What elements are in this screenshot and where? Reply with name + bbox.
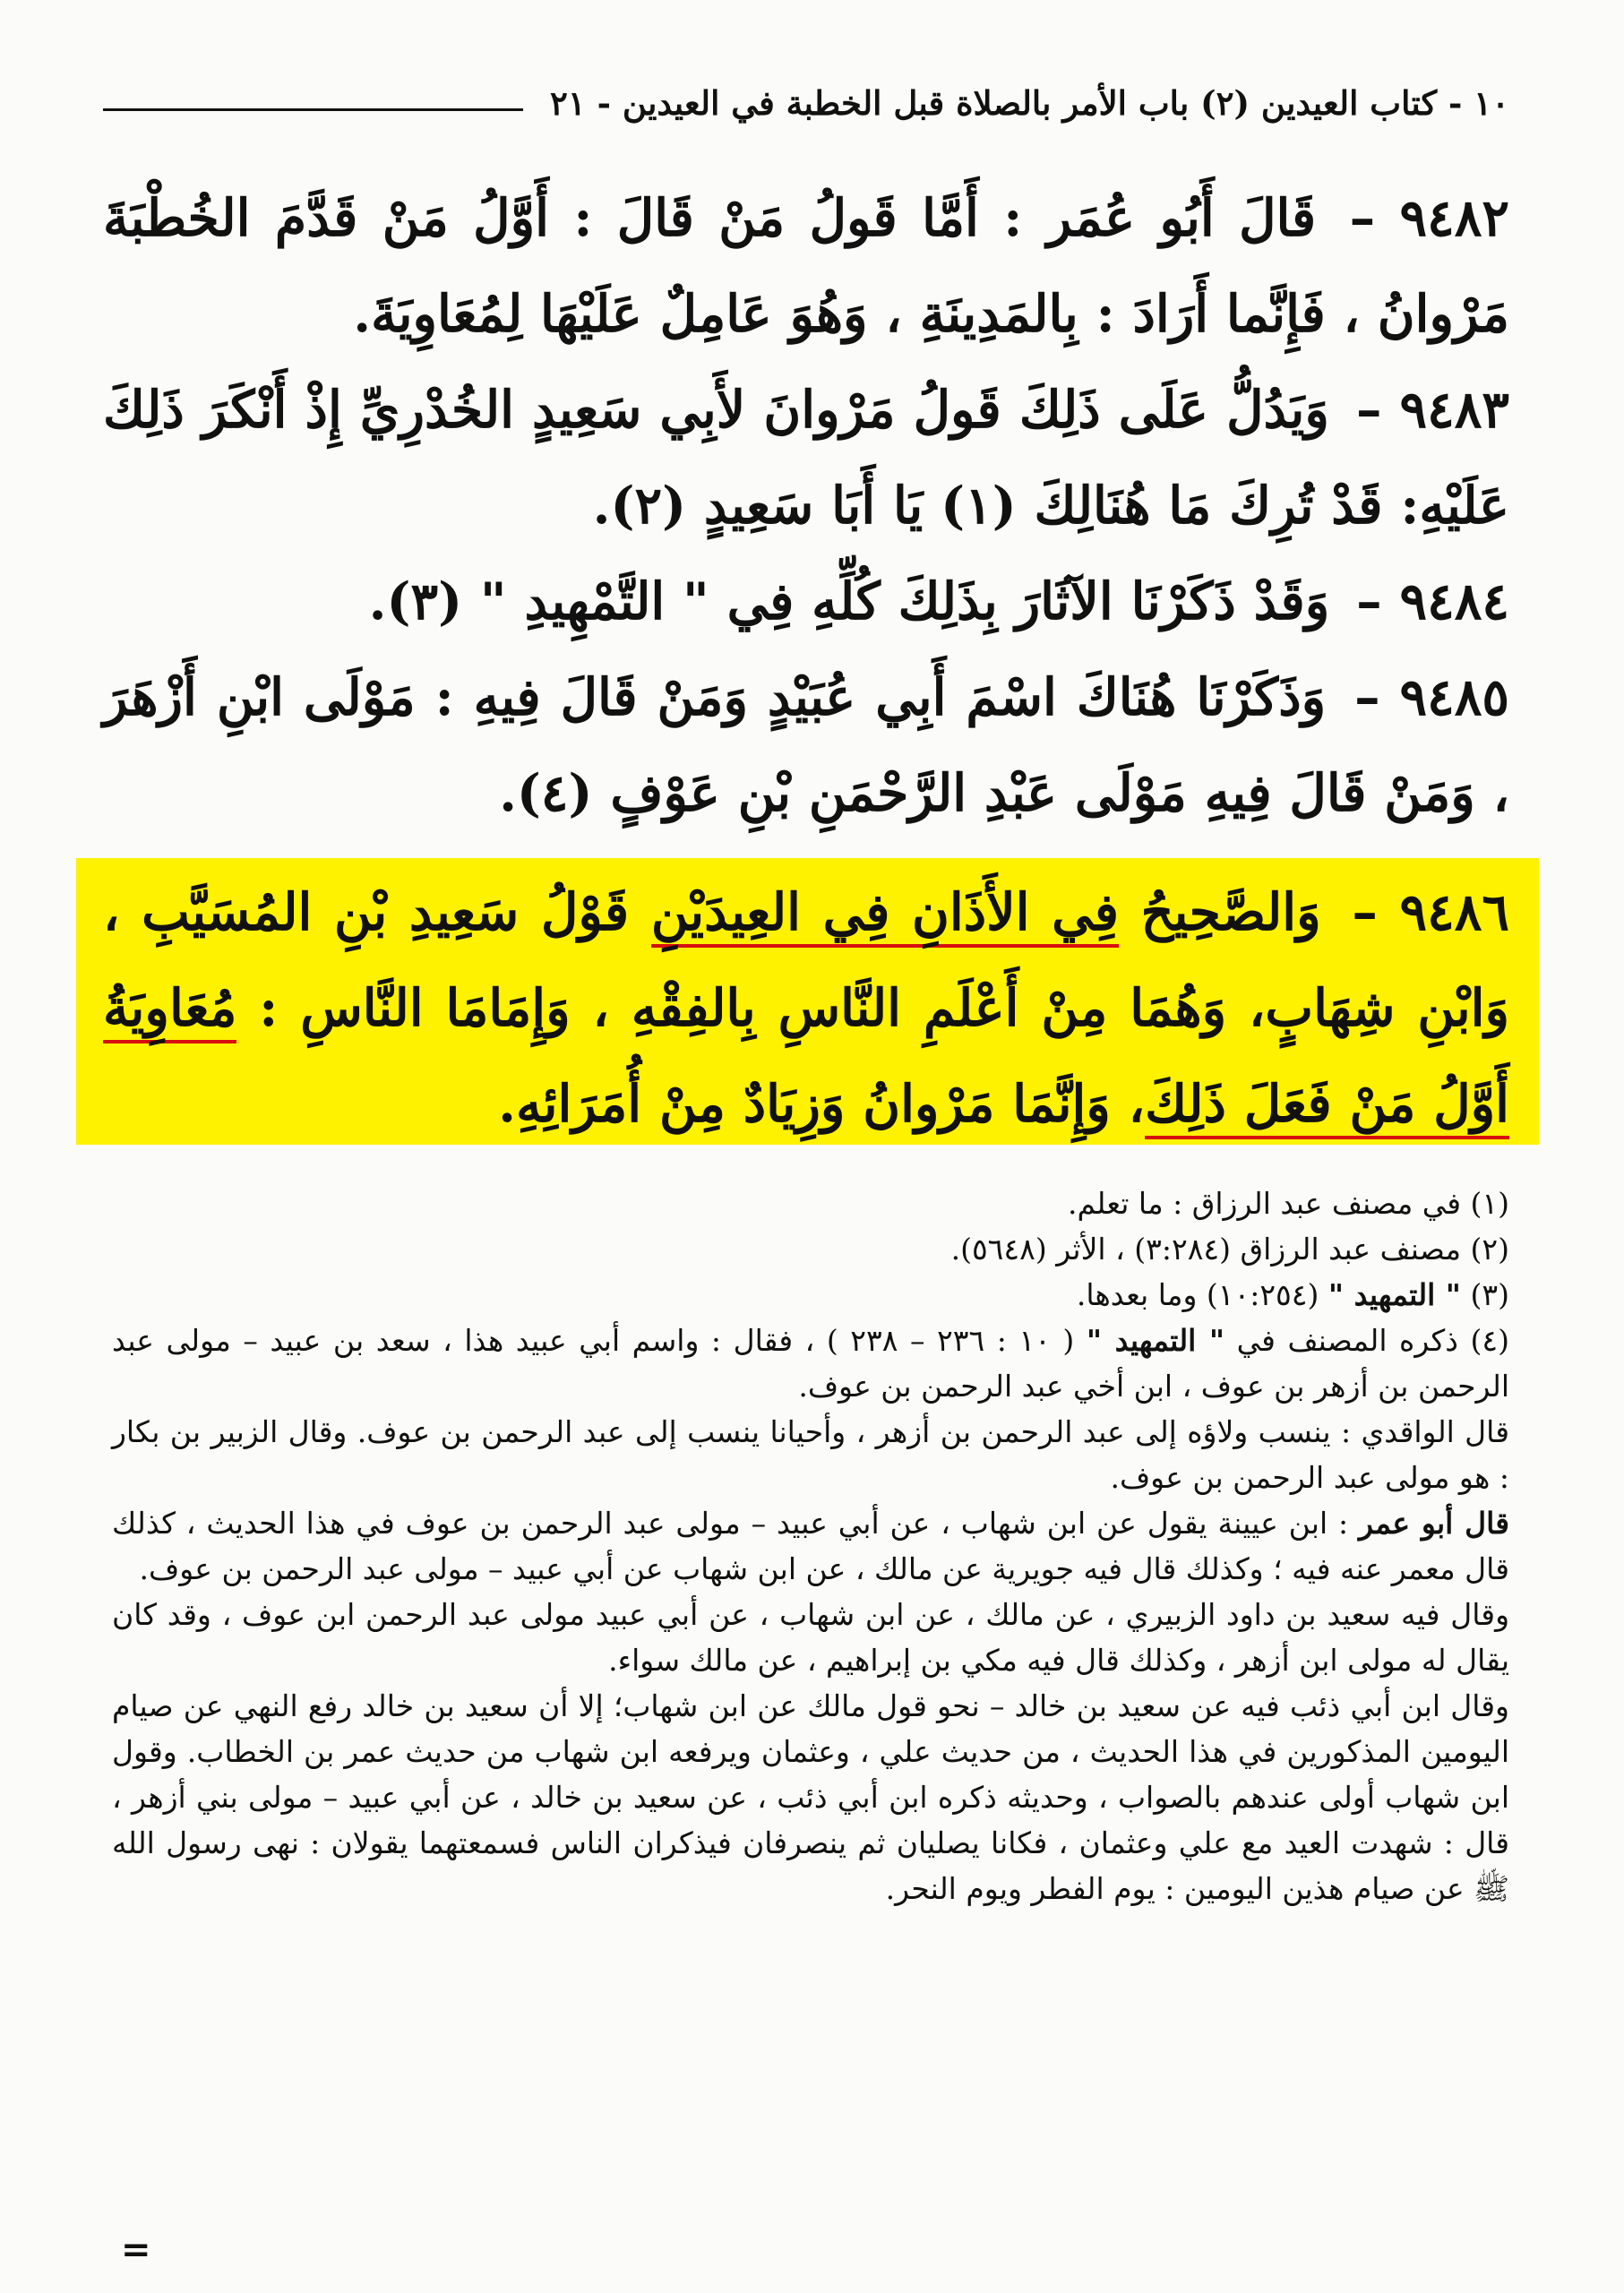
footnote-4-ibn-abi-dhib (112, 1683, 1509, 1911)
footnote-bold: قال أبو عمر (1359, 1506, 1509, 1541)
paragraph-9485 (103, 649, 1509, 841)
footnote-4 (112, 1318, 1509, 1409)
footnote-4-waqidi (112, 1409, 1509, 1500)
footnote-prefix: (٤) ذكره المصنف في (1224, 1323, 1509, 1358)
footnote-prefix: (٣) (1461, 1277, 1509, 1312)
footnote-text: (١) في مصنف عبد الرزاق : ما تعلم. (1067, 1186, 1509, 1221)
footnotes (112, 1181, 1509, 1911)
footnote-text: قال الواقدي : ينسب ولاؤه إلى عبد الرحمن بن أزهر ، وأحيانا ينسب إلى عبد الرحمن بن عوف. وقال الزبير بن بكار : هو مولى عبد الرحمن بن عوف. (112, 1414, 1509, 1495)
paragraph-text-part2: قَوْلُ سَعِيدِ بْنِ المُسَيَّبِ ، وَابْنِ شِهَابٍ، وَهُمَا مِنْ أَعْلَمِ النَّاسِ بِالفِقْهِ ، وَإِمَامَا النَّاسِ : (103, 882, 1509, 1038)
footnote-text: : ابن عيينة يقول عن ابن شهاب ، عن أبي عبيد – مولى عبد الرحمن بن عوف في هذا الحديث ، كذلك قال معمر عنه فيه ؛ وكذلك قال فيه جويرية عن مالك ، عن ابن شهاب عن أبي عبيد – مولى عبد الرحمن بن عوف. (112, 1506, 1509, 1586)
header-text: ١٠ - كتاب العيدين (٢) باب الأمر بالصلاة قبل الخطبة في العيدين - ٢١ (550, 83, 1509, 123)
footnote-3 (112, 1272, 1509, 1318)
paragraph-9482 (103, 170, 1509, 362)
highlighted-paragraph (103, 864, 1509, 1152)
red-underlined-phrase-1: فِي الأَذَانِ فِي العِيدَيْنِ (651, 882, 1119, 948)
paragraph-text: وَذَكَرْنَا هُنَاكَ اسْمَ أَبِي عُبَيْدٍ وَمَنْ قَالَ فِيهِ : مَوْلَى ابْنِ أَزْهَرَ ، وَمَنْ قَالَ فِيهِ مَوْلَى عَبْدِ الرَّحْمَنِ بْنِ عَوْفٍ (٤). (103, 667, 1509, 823)
footnote-text: ( ١٠ : ٢٣٦ – ٢٣٨ ) ، فقال : واسم أبي عبيد هذا ، سعد بن عبيد – مولى عبد الرحمن بن أزهر بن عوف ، ابن أخي عبد الرحمن بن عوف. (112, 1323, 1509, 1404)
paragraph-number: ٩٤٨٦ – (1352, 882, 1509, 942)
footnote-4-zubairi (112, 1592, 1509, 1683)
footnote-bold: " التمهيد " (1328, 1277, 1462, 1312)
paragraph-number: ٩٤٨٣ – (1355, 380, 1509, 440)
paragraph-text: قَالَ أَبُو عُمَر : أَمَّا قَولُ مَنْ قَالَ : أَوَّلُ مَنْ قَدَّمَ الخُطْبَةَ مَرْوانُ ، فَإِنَّما أَرَادَ : بِالمَدِينَةِ ، وَهُوَ عَامِلٌ عَلَيْهَا لِمُعَاوِيَةَ. (103, 188, 1509, 344)
paragraph-text-part1: وَالصَّحِيحُ (1118, 882, 1321, 942)
running-header (103, 76, 1509, 130)
footnote-text: (١٠:٢٥٤) وما بعدها. (1076, 1277, 1328, 1312)
footnote-4-abu-umar (112, 1500, 1509, 1592)
continuation-mark: = (121, 2229, 151, 2271)
paragraph-text: وَيَدُلُّ عَلَى ذَلِكَ قَولُ مَرْوانَ لأَبِي سَعِيدٍ الخُدْرِيِّ إِذْ أَنْكَرَ ذَلِكَ عَلَيْهِ: قَدْ تُرِكَ مَا هُنَالِكَ (١) يَا أَبَا سَعِيدٍ (٢). (103, 380, 1509, 536)
footnote-1 (112, 1181, 1509, 1226)
footnote-bold: " التمهيد " (1086, 1323, 1225, 1358)
paragraph-9483 (103, 362, 1509, 554)
paragraph-text-part3: ، وَإِنَّمَا مَرْوانُ وَزِيَادٌ مِنْ أُمَرَائِهِ. (498, 1074, 1146, 1134)
footnote-2 (112, 1226, 1509, 1272)
footnote-text: وقال ابن أبي ذئب فيه عن سعيد بن خالد – نحو قول مالك عن ابن شهاب؛ إلا أن سعيد بن خالد رفع النهي عن صيام اليومين المذكورين في هذا الحديث ، من حديث علي ، وعثمان ويرفعه ابن شهاب من حديث عمر بن الخطاب. وقول ابن شهاب أولى عندهم بالصواب ، وحديثه ذكره ابن أبي ذئب ، عن سعيد بن خالد ، عن أبي عبيد – مولى بني أزهر ، قال : شهدت العيد مع علي وعثمان ، فكانا يصليان ثم ينصرفان فيذكران الناس فسمعتهما يقولان : نهى رسول الله ﷺ عن صيام هذين اليومين : يوم الفطر ويوم النحر. (112, 1688, 1509, 1906)
paragraph-text: وَقَدْ ذَكَرْنَا الآثَارَ بِذَلِكَ كُلِّهِ فِي " التَّمْهِيدِ " (٣). (368, 571, 1330, 631)
paragraph-number: ٩٤٨٤ – (1356, 571, 1509, 631)
paragraph-number: ٩٤٨٥ – (1354, 667, 1509, 727)
red-underlined-phrase-2: مُعَاوِيَةُ أَوَّلُ مَنْ فَعَلَ ذَلِكَ (103, 978, 1509, 1139)
footnote-text: (٢) مصنف عبد الرزاق (٣:٢٨٤) ، الأثر (٥٦٤٨). (950, 1232, 1509, 1267)
footnote-text: وقال فيه سعيد بن داود الزبيري ، عن مالك ، عن ابن شهاب ، عن أبي عبيد مولى عبد الرحمن ابن عوف ، وقد كان يقال له مولى ابن أزهر ، وكذلك قال فيه مكي بن إبراهيم ، عن مالك سواء. (112, 1597, 1509, 1678)
paragraph-9484 (103, 554, 1509, 649)
paragraph-9486 (103, 864, 1509, 1152)
header-rule (103, 108, 523, 111)
main-text (103, 170, 1509, 841)
paragraph-number: ٩٤٨٢ – (1349, 188, 1509, 248)
